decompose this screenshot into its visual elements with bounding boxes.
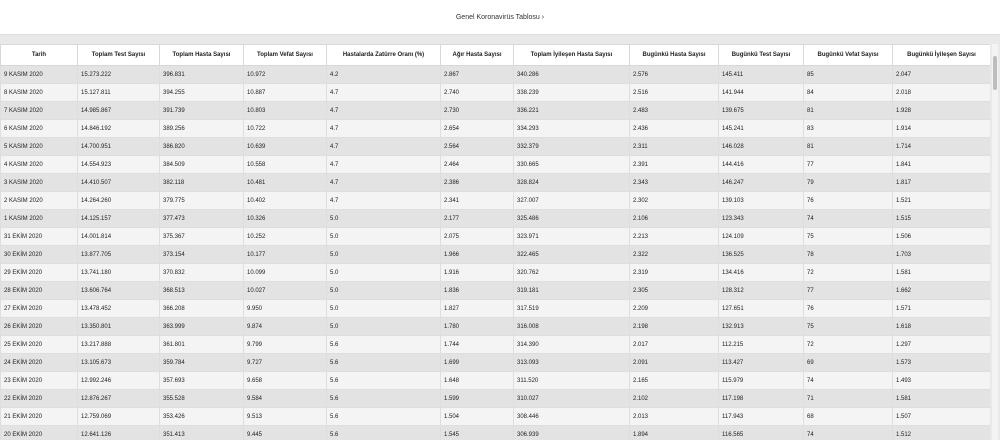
table-cell: 5.0: [327, 282, 441, 300]
table-cell: 373.154: [160, 246, 244, 264]
table-cell: 77: [804, 282, 893, 300]
table-cell: 14.700.951: [78, 138, 160, 156]
table-title-link[interactable]: [456, 14, 544, 21]
table-cell: 71: [804, 390, 893, 408]
table-cell: 10.639: [244, 138, 327, 156]
date-cell: 25 EKİM 2020: [1, 336, 78, 354]
table-cell: 12.641.126: [78, 426, 160, 440]
table-cell: 313.093: [514, 354, 630, 372]
table-cell: 10.027: [244, 282, 327, 300]
table-cell: 136.525: [719, 246, 804, 264]
table-cell: 9.658: [244, 372, 327, 390]
table-cell: 76: [804, 300, 893, 318]
table-row: [1, 408, 991, 426]
table-cell: 2.075: [441, 228, 514, 246]
table-cell: 117.943: [719, 408, 804, 426]
date-cell: 31 EKİM 2020: [1, 228, 78, 246]
date-cell: 28 EKİM 2020: [1, 282, 78, 300]
table-cell: 5.6: [327, 390, 441, 408]
table-cell: 15.127.811: [78, 84, 160, 102]
table-cell: 2.209: [630, 300, 719, 318]
table-cell: 69: [804, 354, 893, 372]
table-cell: 389.256: [160, 120, 244, 138]
table-cell: 5.0: [327, 228, 441, 246]
table-cell: 316.008: [514, 318, 630, 336]
table-cell: 1.571: [893, 300, 991, 318]
table-cell: 1.581: [893, 264, 991, 282]
table-cell: 1.599: [441, 390, 514, 408]
table-cell: 128.312: [719, 282, 804, 300]
date-cell: 26 EKİM 2020: [1, 318, 78, 336]
table-cell: 332.379: [514, 138, 630, 156]
table-cell: 12.876.267: [78, 390, 160, 408]
table-cell: 2.311: [630, 138, 719, 156]
table-cell: 14.554.923: [78, 156, 160, 174]
table-cell: 5.6: [327, 336, 441, 354]
column-header: Tarih: [1, 45, 78, 66]
date-cell: 1 KASIM 2020: [1, 210, 78, 228]
table-cell: 146.247: [719, 174, 804, 192]
table-cell: 77: [804, 156, 893, 174]
table-cell: 15.273.222: [78, 66, 160, 84]
table-cell: 361.801: [160, 336, 244, 354]
date-cell: 5 KASIM 2020: [1, 138, 78, 156]
table-cell: 74: [804, 210, 893, 228]
table-cell: 1.512: [893, 426, 991, 440]
table-title: Genel Koronavirüs Tablosu: [455, 13, 540, 21]
table-row: [1, 66, 991, 84]
table-cell: 72: [804, 336, 893, 354]
table-cell: 75: [804, 318, 893, 336]
table-cell: 2.102: [630, 390, 719, 408]
table-cell: 353.426: [160, 408, 244, 426]
date-cell: 21 EKİM 2020: [1, 408, 78, 426]
table-cell: 4.2: [327, 66, 441, 84]
column-header: Ağır Hasta Sayısı: [441, 45, 514, 66]
date-cell: 29 EKİM 2020: [1, 264, 78, 282]
table-cell: 363.999: [160, 318, 244, 336]
table-cell: 1.545: [441, 426, 514, 440]
table-cell: 9.727: [244, 354, 327, 372]
table-cell: 2.867: [441, 66, 514, 84]
table-cell: 322.465: [514, 246, 630, 264]
covid-table: [0, 44, 990, 440]
table-cell: 2.341: [441, 192, 514, 210]
table-cell: 9.513: [244, 408, 327, 426]
table-cell: 394.255: [160, 84, 244, 102]
table-cell: 13.478.452: [78, 300, 160, 318]
table-cell: 1.894: [630, 426, 719, 440]
table-cell: 2.464: [441, 156, 514, 174]
table-cell: 2.091: [630, 354, 719, 372]
table-cell: 2.165: [630, 372, 719, 390]
covid-table-container: [0, 44, 990, 440]
table-cell: 384.509: [160, 156, 244, 174]
table-cell: 116.565: [719, 426, 804, 440]
table-cell: 10.252: [244, 228, 327, 246]
table-row: [1, 246, 991, 264]
table-row: [1, 228, 991, 246]
column-header: Toplam Test Sayısı: [78, 45, 160, 66]
table-cell: 1.841: [893, 156, 991, 174]
table-cell: 366.208: [160, 300, 244, 318]
table-cell: 1.506: [893, 228, 991, 246]
table-cell: 1.916: [441, 264, 514, 282]
table-cell: 85: [804, 66, 893, 84]
table-cell: 2.013: [630, 408, 719, 426]
table-row: [1, 372, 991, 390]
table-cell: 1.836: [441, 282, 514, 300]
table-cell: 145.241: [719, 120, 804, 138]
table-cell: 2.213: [630, 228, 719, 246]
table-cell: 1.744: [441, 336, 514, 354]
table-cell: 1.662: [893, 282, 991, 300]
table-cell: 2.106: [630, 210, 719, 228]
date-cell: 3 KASIM 2020: [1, 174, 78, 192]
table-row: [1, 102, 991, 120]
table-cell: 12.992.246: [78, 372, 160, 390]
table-cell: 1.493: [893, 372, 991, 390]
table-cell: 340.286: [514, 66, 630, 84]
table-cell: 2.564: [441, 138, 514, 156]
table-header-row: [1, 45, 991, 66]
date-cell: 30 EKİM 2020: [1, 246, 78, 264]
table-cell: 132.913: [719, 318, 804, 336]
column-header: Toplam İyileşen Hasta Sayısı: [514, 45, 630, 66]
table-cell: 9.950: [244, 300, 327, 318]
table-cell: 351.413: [160, 426, 244, 440]
table-cell: 1.914: [893, 120, 991, 138]
table-cell: 10.177: [244, 246, 327, 264]
table-cell: 10.972: [244, 66, 327, 84]
table-cell: 13.606.764: [78, 282, 160, 300]
table-row: [1, 336, 991, 354]
table-cell: 5.0: [327, 210, 441, 228]
table-cell: 1.699: [441, 354, 514, 372]
table-cell: 74: [804, 426, 893, 440]
table-cell: 4.7: [327, 192, 441, 210]
table-cell: 84: [804, 84, 893, 102]
table-cell: 72: [804, 264, 893, 282]
table-cell: 1.573: [893, 354, 991, 372]
table-cell: 2.654: [441, 120, 514, 138]
table-cell: 5.6: [327, 426, 441, 440]
table-cell: 9.799: [244, 336, 327, 354]
table-cell: 2.047: [893, 66, 991, 84]
table-cell: 139.103: [719, 192, 804, 210]
table-cell: 1.966: [441, 246, 514, 264]
table-cell: 314.390: [514, 336, 630, 354]
table-cell: 76: [804, 192, 893, 210]
table-cell: 10.722: [244, 120, 327, 138]
table-cell: 78: [804, 246, 893, 264]
table-cell: 396.831: [160, 66, 244, 84]
table-cell: 319.181: [514, 282, 630, 300]
table-cell: 113.427: [719, 354, 804, 372]
column-header: Toplam Vefat Sayısı: [244, 45, 327, 66]
table-row: [1, 138, 991, 156]
table-cell: 317.519: [514, 300, 630, 318]
table-cell: 141.944: [719, 84, 804, 102]
table-cell: 5.0: [327, 264, 441, 282]
table-cell: 124.109: [719, 228, 804, 246]
table-cell: 81: [804, 138, 893, 156]
table-cell: 1.297: [893, 336, 991, 354]
table-cell: 5.6: [327, 408, 441, 426]
table-cell: 12.759.069: [78, 408, 160, 426]
table-cell: 2.576: [630, 66, 719, 84]
table-cell: 330.665: [514, 156, 630, 174]
table-cell: 5.0: [327, 300, 441, 318]
table-cell: 5.6: [327, 354, 441, 372]
table-cell: 13.350.801: [78, 318, 160, 336]
table-cell: 2.319: [630, 264, 719, 282]
date-cell: 24 EKİM 2020: [1, 354, 78, 372]
table-body: [1, 66, 991, 440]
table-cell: 320.762: [514, 264, 630, 282]
table-cell: 2.018: [893, 84, 991, 102]
column-header: Bugünkü Vefat Sayısı: [804, 45, 893, 66]
table-cell: 10.558: [244, 156, 327, 174]
table-cell: 355.528: [160, 390, 244, 408]
table-cell: 68: [804, 408, 893, 426]
table-cell: 338.239: [514, 84, 630, 102]
table-row: [1, 282, 991, 300]
table-cell: 328.824: [514, 174, 630, 192]
table-cell: 1.780: [441, 318, 514, 336]
date-cell: 22 EKİM 2020: [1, 390, 78, 408]
table-cell: 127.651: [719, 300, 804, 318]
table-cell: 10.803: [244, 102, 327, 120]
table-cell: 382.118: [160, 174, 244, 192]
table-cell: 327.007: [514, 192, 630, 210]
table-cell: 10.887: [244, 84, 327, 102]
table-cell: 2.017: [630, 336, 719, 354]
column-header: Hastalarda Zatürre Oranı (%): [327, 45, 441, 66]
table-cell: 10.326: [244, 210, 327, 228]
table-cell: 5.0: [327, 318, 441, 336]
table-cell: 1.581: [893, 390, 991, 408]
table-cell: 4.7: [327, 120, 441, 138]
table-cell: 2.391: [630, 156, 719, 174]
table-cell: 2.730: [441, 102, 514, 120]
table-cell: 377.473: [160, 210, 244, 228]
table-cell: 375.367: [160, 228, 244, 246]
table-row: [1, 264, 991, 282]
table-cell: 1.817: [893, 174, 991, 192]
table-cell: 323.971: [514, 228, 630, 246]
table-cell: 79: [804, 174, 893, 192]
table-cell: 10.481: [244, 174, 327, 192]
table-cell: 14.410.507: [78, 174, 160, 192]
table-cell: 1.504: [441, 408, 514, 426]
table-cell: 83: [804, 120, 893, 138]
table-cell: 310.027: [514, 390, 630, 408]
date-cell: 4 KASIM 2020: [1, 156, 78, 174]
table-row: [1, 210, 991, 228]
table-cell: 308.446: [514, 408, 630, 426]
table-cell: 336.221: [514, 102, 630, 120]
table-cell: 13.105.673: [78, 354, 160, 372]
table-cell: 357.693: [160, 372, 244, 390]
table-cell: 10.402: [244, 192, 327, 210]
table-cell: 2.305: [630, 282, 719, 300]
table-row: [1, 318, 991, 336]
column-header: Toplam Hasta Sayısı: [160, 45, 244, 66]
table-cell: 2.483: [630, 102, 719, 120]
table-cell: 5.0: [327, 246, 441, 264]
table-cell: 13.877.705: [78, 246, 160, 264]
table-cell: 4.7: [327, 84, 441, 102]
table-cell: 2.177: [441, 210, 514, 228]
table-row: [1, 192, 991, 210]
chevron-right-icon: ›: [541, 13, 545, 21]
date-cell: 9 KASIM 2020: [1, 66, 78, 84]
table-cell: 325.486: [514, 210, 630, 228]
table-cell: 14.985.867: [78, 102, 160, 120]
table-cell: 1.521: [893, 192, 991, 210]
table-cell: 145.411: [719, 66, 804, 84]
table-cell: 134.416: [719, 264, 804, 282]
table-cell: 146.028: [719, 138, 804, 156]
table-cell: 391.739: [160, 102, 244, 120]
scrollbar-thumb[interactable]: [993, 56, 997, 90]
table-cell: 1.515: [893, 210, 991, 228]
table-cell: 115.979: [719, 372, 804, 390]
table-cell: 14.264.260: [78, 192, 160, 210]
table-cell: 2.302: [630, 192, 719, 210]
table-row: [1, 174, 991, 192]
top-bar: [0, 0, 1000, 35]
table-cell: 14.001.814: [78, 228, 160, 246]
table-cell: 311.520: [514, 372, 630, 390]
date-cell: 23 EKİM 2020: [1, 372, 78, 390]
column-header: Bugünkü Hasta Sayısı: [630, 45, 719, 66]
column-header: Bugünkü İyileşen Sayısı: [893, 45, 991, 66]
table-cell: 2.740: [441, 84, 514, 102]
table-cell: 2.343: [630, 174, 719, 192]
table-cell: 1.618: [893, 318, 991, 336]
table-cell: 14.846.192: [78, 120, 160, 138]
table-cell: 9.445: [244, 426, 327, 440]
vertical-scrollbar[interactable]: [992, 44, 998, 440]
table-cell: 370.832: [160, 264, 244, 282]
table-cell: 1.507: [893, 408, 991, 426]
date-cell: 8 KASIM 2020: [1, 84, 78, 102]
table-row: [1, 156, 991, 174]
table-cell: 117.198: [719, 390, 804, 408]
column-header: Bugünkü Test Sayısı: [719, 45, 804, 66]
table-cell: 123.343: [719, 210, 804, 228]
table-cell: 10.099: [244, 264, 327, 282]
date-cell: 2 KASIM 2020: [1, 192, 78, 210]
table-cell: 386.820: [160, 138, 244, 156]
table-cell: 75: [804, 228, 893, 246]
table-cell: 4.7: [327, 138, 441, 156]
table-cell: 9.874: [244, 318, 327, 336]
table-cell: 14.125.157: [78, 210, 160, 228]
table-cell: 81: [804, 102, 893, 120]
table-cell: 1.928: [893, 102, 991, 120]
table-cell: 368.513: [160, 282, 244, 300]
table-cell: 4.7: [327, 156, 441, 174]
table-row: [1, 390, 991, 408]
table-cell: 112.215: [719, 336, 804, 354]
table-cell: 74: [804, 372, 893, 390]
table-cell: 4.7: [327, 174, 441, 192]
table-cell: 1.703: [893, 246, 991, 264]
date-cell: 7 KASIM 2020: [1, 102, 78, 120]
table-cell: 2.322: [630, 246, 719, 264]
table-cell: 13.217.888: [78, 336, 160, 354]
table-cell: 5.6: [327, 372, 441, 390]
table-row: [1, 300, 991, 318]
table-row: [1, 120, 991, 138]
date-cell: 20 EKİM 2020: [1, 426, 78, 440]
table-cell: 379.775: [160, 192, 244, 210]
date-cell: 6 KASIM 2020: [1, 120, 78, 138]
table-row: [1, 426, 991, 440]
date-cell: 27 EKİM 2020: [1, 300, 78, 318]
table-cell: 9.584: [244, 390, 327, 408]
table-cell: 144.416: [719, 156, 804, 174]
table-row: [1, 354, 991, 372]
table-row: [1, 84, 991, 102]
table-cell: 1.714: [893, 138, 991, 156]
table-cell: 2.386: [441, 174, 514, 192]
table-cell: 334.293: [514, 120, 630, 138]
table-cell: 4.7: [327, 102, 441, 120]
table-cell: 359.784: [160, 354, 244, 372]
table-cell: 306.939: [514, 426, 630, 440]
table-cell: 139.675: [719, 102, 804, 120]
table-cell: 1.827: [441, 300, 514, 318]
table-cell: 2.198: [630, 318, 719, 336]
table-cell: 13.741.180: [78, 264, 160, 282]
table-cell: 2.436: [630, 120, 719, 138]
table-cell: 1.648: [441, 372, 514, 390]
table-cell: 2.516: [630, 84, 719, 102]
